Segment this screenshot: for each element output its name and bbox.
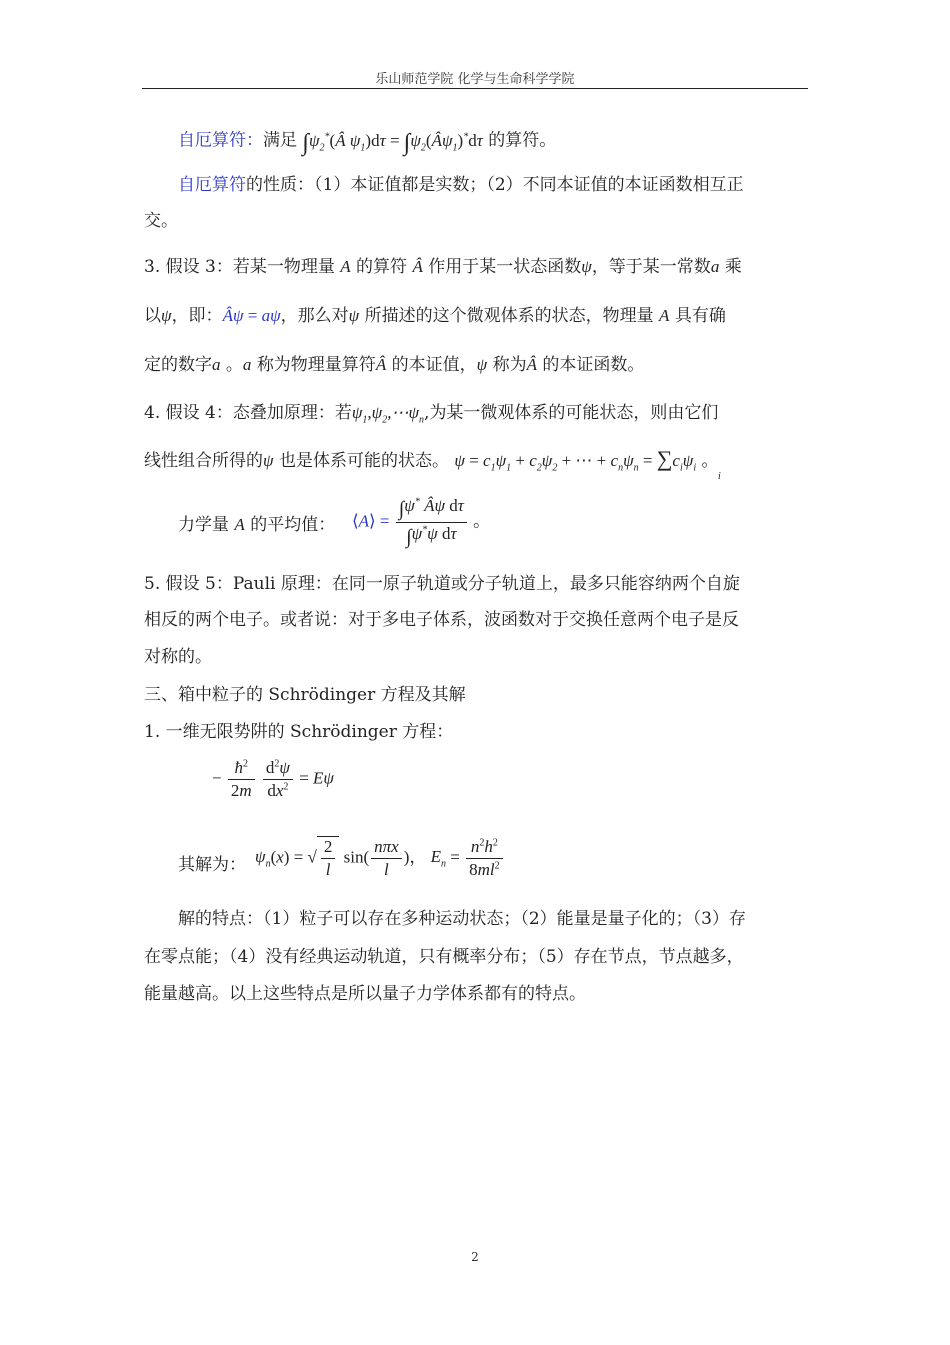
hermitian-tail: 的算符。 (488, 130, 557, 151)
mean-text: 力学量 (178, 515, 229, 535)
features-line-3: 能量越高。以上这些特点是所以量子力学体系都有的特点。 (144, 984, 586, 1004)
postulate-3-line-3: 定的数字a 。a 称为物理量算符Â 的本证值，ψ 称为Â 的本证函数。 (144, 355, 645, 375)
p3-text: 所描述的这个微观体系的状态，物理量 (364, 306, 654, 326)
hermitian-properties (178, 174, 744, 196)
superposition-equation: $\psi = c_1\psi_1 + c_2\psi_2$ + ⋯ + $c_n\psi_n = \sum c_i\psi_i$ (454, 446, 697, 474)
hermitian-lead: 满足 (263, 130, 297, 151)
postulate-5-line-3: 对称的。 (144, 647, 212, 667)
section-3-heading: 三、箱中粒子的 Schrödinger 方程及其解 (144, 685, 466, 705)
header-rule (142, 88, 808, 89)
hermitian-term: 自厄算符： (178, 130, 263, 151)
p3-text: 3. 假设 3：若某一物理量 (144, 257, 335, 277)
p3-text: 的本证函数。 (542, 355, 645, 375)
hermitian-definition (178, 126, 556, 159)
p3-text: 以 (144, 306, 161, 326)
p4-text: 也是体系可能的状态。 (278, 451, 449, 471)
solution-label: 其解为： (178, 855, 246, 875)
p3-text: 作用于某一状态函数 (428, 257, 582, 277)
p3-text: 的算符 (356, 257, 408, 277)
p3-text: 称为物理量算符 (256, 355, 376, 375)
p3-text: 定的数字 (144, 355, 212, 375)
postulate-5-line-1: 5. 假设 5：Pauli 原理：在同一原子轨道或分子轨道上，最多只能容纳两个自旋 (144, 574, 740, 594)
features-line-1: 解的特点：（1）粒子可以存在多种运动状态；（2）能量是量子化的；（3）存 (178, 909, 746, 929)
postulate-3-line-1: 3. 假设 3：若某一物理量 A 的算符 Â 作用于某一状态函数ψ，等于某一常数a 乘 (144, 257, 742, 277)
p4-text: 线性组合所得的 (144, 451, 263, 471)
item-1-heading: 1. 一维无限势阱的 Schrödinger 方程： (144, 722, 454, 742)
hermitian-properties-cont: 交。 (144, 211, 178, 231)
postulate-4-line-1: 4. 假设 4：态叠加原理：若$\psi_1,\psi_2,\cdots\psi_n$,为某一微观体系的可能状态，则由它们 (144, 403, 719, 426)
p3-text: 乘 (724, 257, 742, 277)
p3-text: ，等于某一常数 (591, 257, 711, 277)
eigen-equation: Âψ = aψ (222, 306, 281, 325)
p3-text: ，即： (171, 306, 223, 326)
p3-text: 称为 (492, 355, 527, 375)
hermitian-equation: $\int\psi_2^*(Â$ $\psi_1)d\tau$ = $\int\psi_2(Â\psi_1)^*d\tau$ (302, 129, 483, 156)
page-header: 乐山师范学院 化学与生命科学学院 (375, 72, 575, 87)
mean-value-formula: ⟨A⟩ = $\frac{\int\psi^* Â\psi d\tau}{\int\psi^*\psi d\tau}$ 。 (352, 496, 491, 548)
schrodinger-equation: − $\frac{ħ^2}{2m}$ $\frac{d^2\psi}{dx^2}$ = Eψ (212, 758, 334, 800)
p4-text: 为某一微观体系的可能状态，则由它们 (429, 403, 719, 423)
hermitian-props-text: 的性质：（1）本证值都是实数；（2）不同本证值的本证函数相互正 (246, 175, 744, 195)
p3-text: 具有确 (674, 306, 726, 326)
page-number: 2 (471, 1250, 479, 1264)
postulate-5-line-2: 相反的两个电子。或者说：对于多电子体系，波函数对于交换任意两个电子是反 (144, 610, 739, 630)
hermitian-props-term: 自厄算符 (178, 175, 246, 195)
p4-text: 4. 假设 4：态叠加原理：若 (144, 403, 352, 423)
p3-text: 。 (225, 355, 243, 375)
sum-index: i (718, 471, 721, 482)
mean-text: 的平均值： (250, 515, 336, 535)
p3-text: ，那么对 (280, 306, 349, 326)
postulate-3-line-2: 以ψ，即：Âψ = aψ，那么对ψ 所描述的这个微观体系的状态，物理量 A 具有确 (144, 306, 726, 326)
p3-text: 的本证值， (391, 355, 477, 375)
postulate-4-line-2: 线性组合所得的ψ 也是体系可能的状态。 $\psi = c_1\psi_1 + c_2\psi_2$ + ⋯ + $c_n\psi_n = \sum c_i\psi_i$ 。 (144, 446, 719, 474)
features-line-2: 在零点能；（4）没有经典运动轨道，只有概率分布；（5）存在节点，节点越多， (144, 947, 744, 967)
solution-formula: $\psi_n(x)$ = √ $\frac{2}{l}$ sin( $\frac{\text{nπx}}{l}$ )， $E_n$ = $\frac{n^2h^2}{8ml^2}$ (255, 836, 505, 880)
mean-value-label: 力学量 A 的平均值： (178, 515, 336, 535)
